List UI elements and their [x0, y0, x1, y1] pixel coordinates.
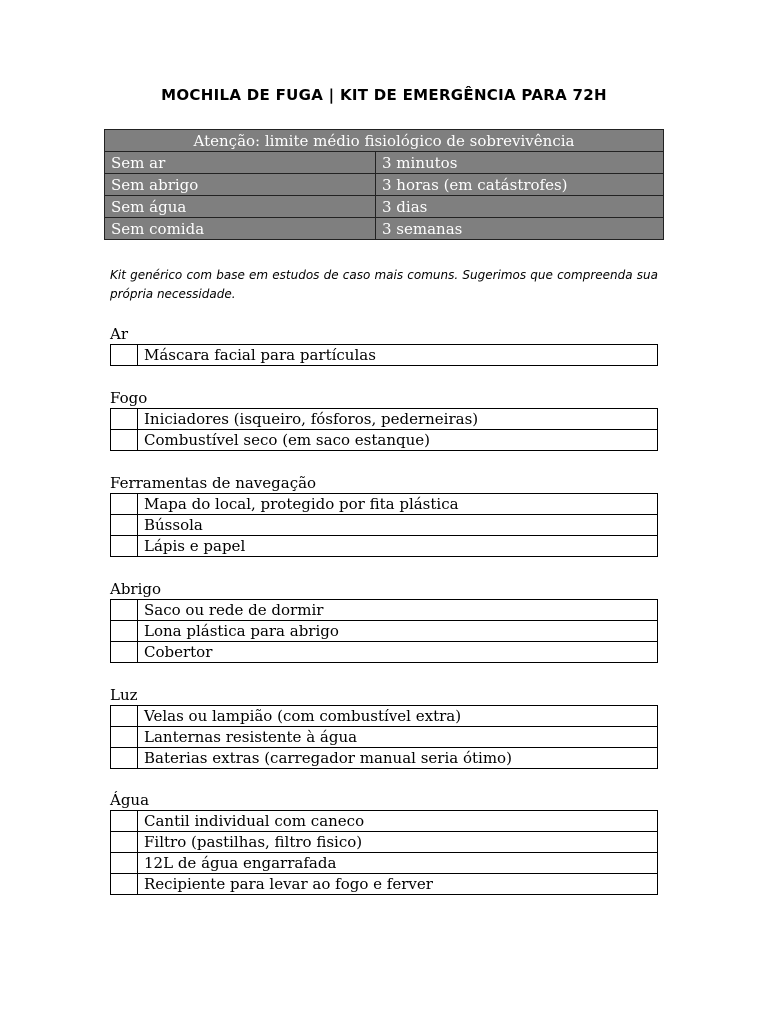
- survival-row-value: 3 semanas: [376, 218, 664, 240]
- survival-row: [105, 174, 664, 196]
- checklist-row: [111, 515, 658, 536]
- survival-row-value: 3 horas (em catástrofes): [376, 174, 664, 196]
- checklist-item: Cobertor: [138, 642, 658, 663]
- section-heading: Abrigo: [110, 580, 162, 598]
- checkbox-cell[interactable]: [111, 706, 138, 727]
- checklist: [110, 599, 658, 663]
- checklist-row: [111, 621, 658, 642]
- checklist-row: [111, 536, 658, 557]
- checklist-item: Saco ou rede de dormir: [138, 600, 658, 621]
- checkbox-cell[interactable]: [111, 727, 138, 748]
- checklist-item: Cantil individual com caneco: [138, 811, 658, 832]
- checklist: [110, 810, 658, 895]
- checklist-item: Combustível seco (em saco estanque): [138, 430, 658, 451]
- checklist-item: Mapa do local, protegido por fita plástica: [138, 494, 658, 515]
- section-luz: [110, 685, 658, 769]
- checklist-row: [111, 706, 658, 727]
- section-abrigo: [110, 579, 658, 663]
- checklist-item: Lápis e papel: [138, 536, 658, 557]
- checklist-row: [111, 874, 658, 895]
- checkbox-cell[interactable]: [111, 430, 138, 451]
- checklist-item: Iniciadores (isqueiro, fósforos, pederneiras): [138, 409, 658, 430]
- checklist-row: [111, 853, 658, 874]
- survival-row-value: 3 minutos: [376, 152, 664, 174]
- checklist-item: Máscara facial para partículas: [138, 345, 658, 366]
- survival-row-label: Sem água: [105, 196, 376, 218]
- checkbox-cell[interactable]: [111, 748, 138, 769]
- checklist: [110, 408, 658, 451]
- checkbox-cell[interactable]: [111, 345, 138, 366]
- checklist-row: [111, 409, 658, 430]
- checkbox-cell[interactable]: [111, 494, 138, 515]
- section-heading: Luz: [110, 686, 138, 704]
- survival-row: [105, 196, 664, 218]
- survival-row-label: Sem abrigo: [105, 174, 376, 196]
- checklist-item: Lona plástica para abrigo: [138, 621, 658, 642]
- section-agua: [110, 790, 658, 895]
- checklist-row: [111, 748, 658, 769]
- checklist-item: Bússola: [138, 515, 658, 536]
- checkbox-cell[interactable]: [111, 832, 138, 853]
- survival-table-header: Atenção: limite médio fisiológico de sobrevivência: [105, 130, 664, 152]
- checkbox-cell[interactable]: [111, 642, 138, 663]
- checklist: [110, 493, 658, 557]
- survival-row-value: 3 dias: [376, 196, 664, 218]
- checkbox-cell[interactable]: [111, 515, 138, 536]
- section-heading: Água: [110, 791, 150, 809]
- survival-limits-table: [104, 129, 664, 240]
- checklist: [110, 344, 658, 366]
- checklist: [110, 705, 658, 769]
- checklist-item: Lanternas resistente à água: [138, 727, 658, 748]
- survival-row-label: Sem comida: [105, 218, 376, 240]
- section-fogo: [110, 388, 658, 451]
- section-heading: Ar: [110, 325, 129, 343]
- section-heading: Ferramentas de navegação: [110, 474, 317, 492]
- section-heading: Fogo: [110, 389, 148, 407]
- checklist-row: [111, 832, 658, 853]
- intro-note: Kit genérico com base em estudos de caso mais comuns. Sugerimos que compreenda sua própria necessidade.: [110, 268, 658, 301]
- checkbox-cell[interactable]: [111, 811, 138, 832]
- checklist-row: [111, 345, 658, 366]
- checklist-row: [111, 430, 658, 451]
- section-ferramentas-de-navegacao: [110, 473, 658, 557]
- checkbox-cell[interactable]: [111, 853, 138, 874]
- checklist-item: Recipiente para levar ao fogo e ferver: [138, 874, 658, 895]
- document-title: MOCHILA DE FUGA | KIT DE EMERGÊNCIA PARA 72H: [161, 86, 607, 104]
- checkbox-cell[interactable]: [111, 409, 138, 430]
- survival-row-label: Sem ar: [105, 152, 376, 174]
- survival-row: [105, 218, 664, 240]
- checkbox-cell[interactable]: [111, 874, 138, 895]
- checkbox-cell[interactable]: [111, 600, 138, 621]
- checklist-item: Baterias extras (carregador manual seria ótimo): [138, 748, 658, 769]
- checkbox-cell[interactable]: [111, 621, 138, 642]
- survival-table-header-row: [105, 130, 664, 152]
- checklist-row: [111, 727, 658, 748]
- survival-row: [105, 152, 664, 174]
- section-ar: [110, 324, 658, 366]
- checklist-row: [111, 642, 658, 663]
- checklist-item: 12L de água engarrafada: [138, 853, 658, 874]
- checkbox-cell[interactable]: [111, 536, 138, 557]
- checklist-row: [111, 811, 658, 832]
- checklist-row: [111, 494, 658, 515]
- checklist-item: Velas ou lampião (com combustível extra): [138, 706, 658, 727]
- checklist-item: Filtro (pastilhas, filtro fisico): [138, 832, 658, 853]
- checklist-row: [111, 600, 658, 621]
